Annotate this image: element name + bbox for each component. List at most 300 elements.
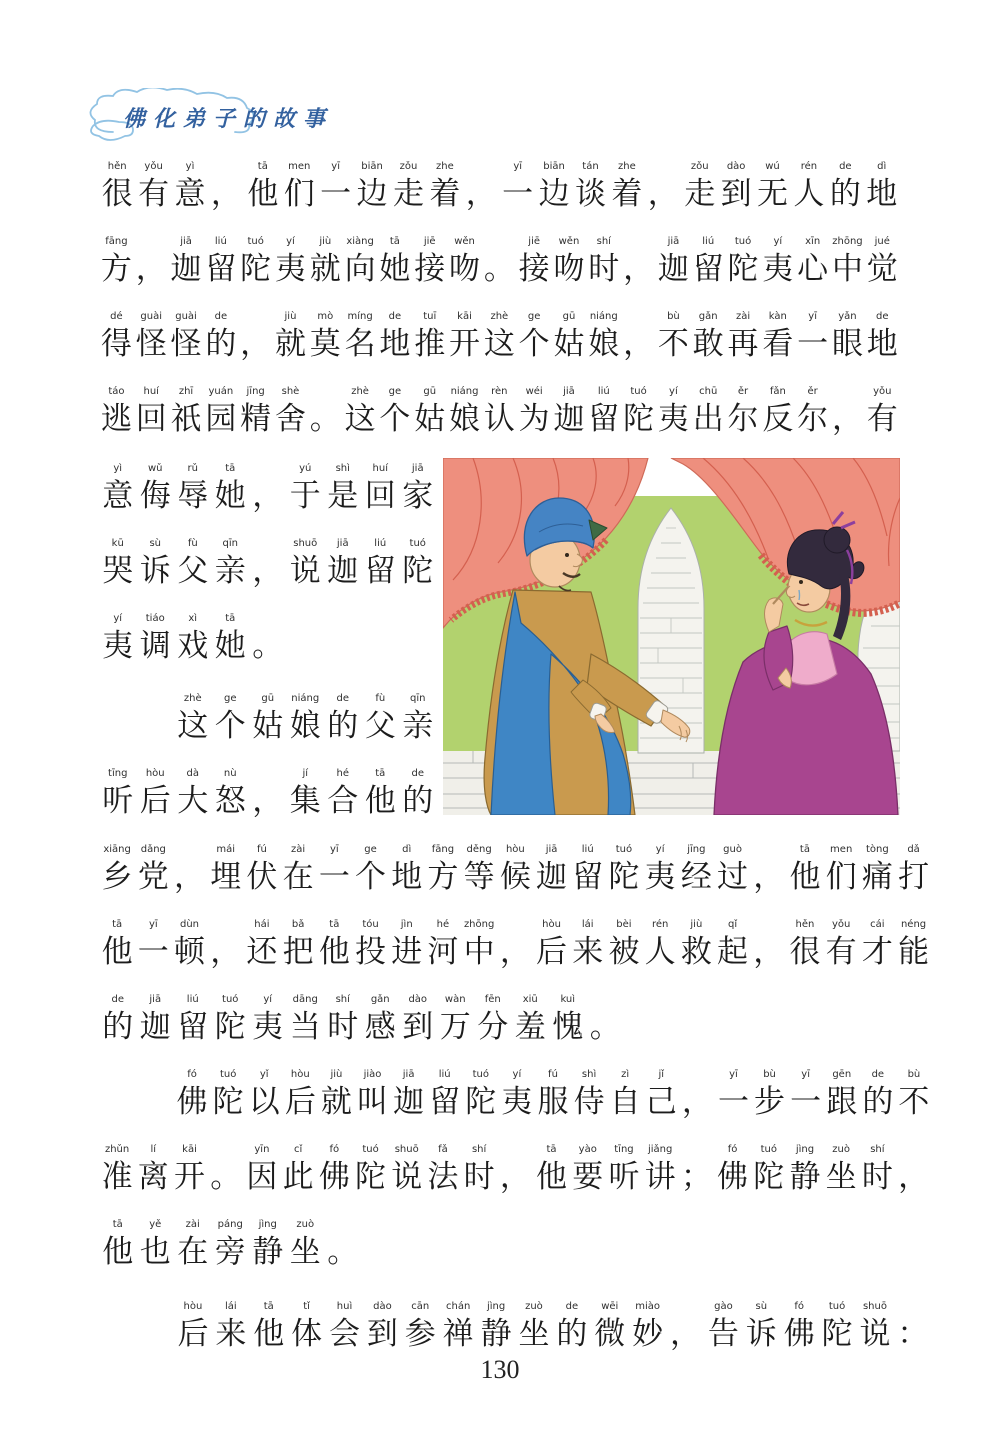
char-cell (244, 918, 280, 971)
char-cell (99, 1218, 137, 1271)
char-cell (752, 1068, 788, 1121)
pinyin-label: lái (224, 1301, 237, 1312)
pinyin-label: de (388, 311, 402, 322)
hanzi-char: 己 (645, 1084, 677, 1119)
hanzi-char: 她 (214, 628, 246, 663)
pinyin-label: yǒu (831, 919, 851, 930)
punctuation-cell (497, 918, 533, 971)
hanzi-char: 他 (247, 176, 279, 211)
hanzi-char: 眼 (831, 326, 863, 361)
hanzi-char: 陀 (623, 401, 655, 436)
pinyin-label: yī (513, 161, 523, 172)
char-cell (517, 235, 552, 288)
hanzi-char: 地 (866, 176, 898, 211)
hanzi-char: ； (680, 1159, 712, 1194)
char-cell (823, 1143, 859, 1196)
char-cell (437, 993, 475, 1046)
hanzi-char: ， (210, 934, 242, 969)
char-cell (137, 993, 175, 1046)
char-cell (533, 843, 569, 896)
hanzi-char: 步 (754, 1084, 786, 1119)
hanzi-char: ， (623, 326, 655, 361)
hanzi-char: 被 (608, 934, 640, 969)
pinyin-label: tuó (219, 1069, 237, 1080)
pinyin-label: dào (408, 994, 428, 1005)
pinyin-label: dé (110, 311, 123, 322)
hanzi-char: 后 (536, 934, 568, 969)
hanzi-char: ， (753, 859, 785, 894)
hanzi-char: 陀 (355, 1159, 387, 1194)
char-cell (795, 385, 830, 438)
hanzi-char: 夷 (657, 401, 689, 436)
char-cell (714, 843, 750, 896)
pinyin-label: hòu (290, 1069, 310, 1080)
hanzi-char: 着 (611, 176, 643, 211)
hanzi-char: ， (831, 401, 863, 436)
text-line-6 (99, 537, 437, 590)
char-cell (447, 310, 482, 363)
char-cell (99, 462, 137, 515)
pinyin-label: jiǎng (647, 1144, 673, 1155)
char-cell (691, 385, 726, 438)
char-cell (99, 160, 135, 213)
char-cell (552, 310, 587, 363)
pinyin-label: tuó (247, 236, 264, 247)
char-cell (859, 918, 895, 971)
chapter-title: 佛化弟子的故事 (123, 106, 334, 131)
hanzi-char: 亲 (402, 708, 434, 743)
char-cell (135, 843, 171, 896)
hanzi-char: 接 (414, 251, 446, 286)
hanzi-char: 一 (502, 176, 534, 211)
char-cell (642, 918, 678, 971)
pinyin-label: jīng (687, 844, 706, 855)
char-cell (606, 918, 642, 971)
text-line-3 (99, 310, 900, 363)
pinyin-label: bù (667, 311, 680, 322)
pinyin-label: de (565, 1301, 579, 1312)
hanzi-char: 乡 (101, 859, 133, 894)
pinyin-label: mái (216, 844, 236, 855)
hanzi-char: 体 (291, 1316, 323, 1351)
pinyin-label: zuò (296, 1219, 315, 1230)
char-cell (208, 843, 244, 896)
hanzi-char: 不 (898, 1084, 930, 1119)
pinyin-label: nù (223, 768, 237, 779)
pinyin-label: yǒu (873, 386, 892, 397)
hanzi-char: 陀 (240, 251, 272, 286)
punctuation-cell (679, 1068, 715, 1121)
char-cell (499, 1068, 535, 1121)
hanzi-char: 愧 (552, 1009, 584, 1044)
char-cell (860, 1068, 896, 1121)
pinyin-label: ge (224, 693, 237, 704)
pinyin-label: de (214, 311, 228, 322)
pinyin-label: kàn (768, 311, 787, 322)
char-cell (287, 993, 325, 1046)
pinyin-label: dì (402, 844, 412, 855)
char-cell (99, 612, 137, 665)
text-line-1 (99, 160, 900, 213)
pinyin-label: shuō (862, 1301, 887, 1312)
pinyin-label: jiào (363, 1069, 382, 1080)
char-cell (352, 843, 388, 896)
hanzi-char: ， (753, 934, 785, 969)
hanzi-char: 认 (483, 401, 515, 436)
pinyin-label: fǎn (769, 386, 786, 397)
hanzi-char: 辱 (177, 478, 209, 513)
pinyin-label: wǔ (147, 463, 163, 474)
char-cell (824, 1068, 860, 1121)
hanzi-char: 她 (379, 251, 411, 286)
pinyin-label: tā (112, 1219, 123, 1230)
char-cell (172, 160, 208, 213)
char-cell (389, 918, 425, 971)
char-cell (895, 918, 931, 971)
hanzi-char: 推 (414, 326, 446, 361)
pinyin-label: wěn (558, 236, 580, 247)
hanzi-char: 意 (174, 176, 206, 211)
char-cell (99, 993, 137, 1046)
char-cell (212, 993, 250, 1046)
pinyin-label: rén (800, 161, 818, 172)
char-cell (212, 767, 250, 820)
char-cell (169, 385, 204, 438)
hanzi-char: 很 (789, 934, 821, 969)
pinyin-label: niáng (589, 311, 618, 322)
char-cell (318, 1068, 354, 1121)
hanzi-char: 陀 (608, 859, 640, 894)
char-cell (571, 1068, 607, 1121)
pinyin-label: zhe (435, 161, 454, 172)
pinyin-label: hòu (183, 1301, 203, 1312)
pinyin-label: yú (299, 463, 312, 474)
pinyin-label: tuó (734, 236, 752, 247)
hanzi-char: 因 (246, 1159, 278, 1194)
hanzi-char: 告 (707, 1316, 739, 1351)
hanzi-char: 陀 (727, 251, 759, 286)
hanzi-char: 静 (789, 1159, 821, 1194)
hanzi-char: 。 (252, 628, 284, 663)
char-cell (171, 1143, 207, 1196)
char-cell (856, 1300, 894, 1353)
hanzi-char: 能 (898, 934, 930, 969)
hanzi-char: 意 (102, 478, 134, 513)
punctuation-cell (238, 310, 273, 363)
pinyin-label: men (288, 161, 311, 172)
char-cell (362, 462, 400, 515)
woman-eye (799, 580, 803, 584)
pinyin-label: fēn (484, 994, 501, 1005)
hanzi-char: 说 (391, 1159, 423, 1194)
hanzi-char: ， (670, 1316, 702, 1351)
pinyin-label: jué (874, 236, 890, 247)
pinyin-label: wéi (525, 386, 543, 397)
hanzi-char: 。 (309, 401, 341, 436)
pinyin-label: fó (794, 1301, 805, 1312)
pinyin-label: néng (900, 919, 927, 930)
hanzi-char: 时 (327, 1009, 359, 1044)
hanzi-char: 党 (137, 859, 169, 894)
char-cell (726, 385, 761, 438)
pinyin-label: hé (436, 919, 450, 930)
char-cell (787, 918, 823, 971)
pinyin-label: huì (336, 1301, 353, 1312)
pinyin-label: yě (149, 1219, 162, 1230)
char-cell (427, 1068, 463, 1121)
pinyin-label: yì (113, 463, 123, 474)
punctuation-cell (894, 1300, 932, 1353)
char-cell (378, 385, 413, 438)
hanzi-char: 的 (556, 1316, 588, 1351)
pinyin-label: cān (411, 1301, 430, 1312)
pinyin-label: dà (186, 768, 199, 779)
char-cell (389, 843, 425, 896)
hanzi-char: 祇 (170, 401, 202, 436)
text-line-11 (99, 918, 932, 971)
char-cell (326, 1300, 364, 1353)
char-cell (137, 767, 175, 820)
hanzi-char: ， (135, 251, 167, 286)
pinyin-label: shí (870, 1144, 885, 1155)
hanzi-char: ， (499, 934, 531, 969)
hanzi-char: 。 (483, 251, 515, 286)
pinyin-label: fó (187, 1069, 197, 1080)
punctuation-cell (463, 160, 499, 213)
hanzi-char: 向 (344, 251, 376, 286)
pinyin-label: wěn (454, 236, 475, 247)
hanzi-char: 的 (829, 176, 861, 211)
char-cell (210, 1068, 246, 1121)
char-cell (678, 843, 714, 896)
hanzi-char: 地 (866, 326, 898, 361)
pinyin-label: lí (150, 1144, 157, 1155)
char-cell (553, 1300, 591, 1353)
char-cell (135, 1143, 171, 1196)
pinyin-label: gū (423, 386, 437, 397)
pinyin-label: fù (187, 538, 198, 549)
char-cell (378, 235, 413, 288)
pinyin-label: guài (175, 311, 197, 322)
char-cell (324, 462, 362, 515)
pinyin-label: hěn (795, 919, 815, 930)
pinyin-label: tā (225, 463, 236, 474)
text-line-16 (174, 1300, 932, 1353)
hanzi-char: 姑 (252, 708, 284, 743)
hanzi-char: 后 (177, 1316, 209, 1351)
char-cell (591, 1300, 629, 1353)
pinyin-label: dǎ (907, 844, 920, 855)
hanzi-char: 静 (480, 1316, 512, 1351)
hanzi-char: 自 (609, 1084, 641, 1119)
pinyin-label: lái (581, 919, 594, 930)
char-cell (570, 843, 606, 896)
hanzi-char: 禅 (442, 1316, 474, 1351)
hanzi-char: 叫 (357, 1084, 389, 1119)
hanzi-char: 佛 (717, 1159, 749, 1194)
pinyin-label: yí (655, 844, 665, 855)
hanzi-char: 心 (797, 251, 829, 286)
char-cell (607, 1068, 643, 1121)
char-cell (343, 385, 378, 438)
char-cell (552, 385, 587, 438)
char-cell (787, 843, 823, 896)
char-cell (691, 235, 726, 288)
char-cell (99, 1143, 135, 1196)
hanzi-char: 陀 (402, 553, 434, 588)
hanzi-char: ， (174, 859, 205, 894)
punctuation-cell (751, 843, 787, 896)
pinyin-label: rén (651, 919, 669, 930)
text-line-2 (99, 235, 900, 288)
hanzi-char: 一 (797, 326, 829, 361)
hanzi-char: 过 (717, 859, 749, 894)
char-cell (250, 1300, 288, 1353)
pinyin-label: jiē (423, 236, 436, 247)
hanzi-char: ， (623, 251, 655, 286)
pinyin-label: tā (329, 919, 340, 930)
char-cell (629, 1300, 667, 1353)
hanzi-char: 个 (355, 859, 387, 894)
char-cell (399, 537, 437, 590)
pinyin-label: fǎ (438, 1144, 448, 1155)
char-cell (447, 385, 482, 438)
pinyin-label: fú (256, 844, 267, 855)
pinyin-label: sù (149, 538, 162, 549)
pinyin-label: fāng (431, 844, 455, 855)
pinyin-label: gēn (832, 1069, 852, 1080)
hanzi-char: 他 (536, 1159, 568, 1194)
char-cell (474, 993, 512, 1046)
pinyin-label: jìng (795, 1144, 815, 1155)
hanzi-char: 佛 (176, 1084, 208, 1119)
pinyin-label: yīn (254, 1144, 270, 1155)
punctuation-cell (621, 235, 656, 288)
pinyin-label: rǔ (187, 463, 198, 474)
hanzi-char: 准 (101, 1159, 133, 1194)
pinyin-label: gǎn (698, 311, 718, 322)
char-cell (280, 843, 316, 896)
pinyin-label: yào (578, 1144, 597, 1155)
char-cell (354, 1068, 390, 1121)
char-cell (533, 1143, 569, 1196)
char-cell (343, 310, 378, 363)
pinyin-label: liú (438, 1069, 451, 1080)
pinyin-label: kāi (457, 311, 472, 322)
char-cell (425, 1143, 461, 1196)
hanzi-char: 陀 (214, 1009, 246, 1044)
hanzi-char: 羞 (514, 1009, 546, 1044)
hanzi-char: 不 (657, 326, 689, 361)
hanzi-char: 投 (355, 934, 387, 969)
char-cell (536, 160, 572, 213)
pinyin-label: niáng (291, 693, 320, 704)
text-line-7 (99, 612, 287, 665)
pinyin-label: rèn (491, 386, 508, 397)
char-cell (586, 385, 621, 438)
char-cell (212, 537, 250, 590)
hanzi-char: 离 (137, 1159, 169, 1194)
hanzi-char: 怪 (170, 326, 202, 361)
pinyin-label: bèi (616, 919, 632, 930)
char-cell (586, 310, 621, 363)
pinyin-label: jiā (180, 236, 192, 247)
char-cell (497, 843, 533, 896)
pinyin-label: zhè (490, 311, 509, 322)
pinyin-label: ge (364, 844, 377, 855)
pinyin-label: guài (140, 311, 163, 322)
hanzi-char: 静 (252, 1234, 284, 1269)
char-cell (390, 160, 426, 213)
hanzi-char: 园 (205, 401, 237, 436)
hanzi-char: 候 (499, 859, 531, 894)
char-cell (174, 537, 212, 590)
char-cell (656, 235, 691, 288)
pinyin-label: mò (317, 311, 334, 322)
char-cell (533, 918, 569, 971)
hanzi-char: 方 (427, 859, 459, 894)
hanzi-char: 妙 (632, 1316, 664, 1351)
char-cell (714, 918, 750, 971)
pinyin-label: de (876, 311, 889, 322)
man-eye (565, 553, 569, 557)
char-cell (287, 1218, 325, 1271)
pinyin-label: jǐ (658, 1069, 665, 1080)
hanzi-char: ， (252, 783, 284, 818)
pinyin-label: tuó (362, 1144, 379, 1155)
pinyin-label: jiē (528, 236, 541, 247)
hanzi-char: 还 (246, 934, 278, 969)
pinyin-label: yǐ (259, 1069, 269, 1080)
char-cell (354, 160, 390, 213)
pinyin-label: liú (374, 538, 387, 549)
hanzi-char: 回 (364, 478, 396, 513)
char-cell (742, 1300, 780, 1353)
char-cell (280, 1143, 316, 1196)
pinyin-label: shí (471, 1144, 487, 1155)
hanzi-char: 也 (139, 1234, 171, 1269)
hanzi-char: 得 (100, 326, 132, 361)
hanzi-char: 反 (762, 401, 794, 436)
char-cell (174, 767, 212, 820)
hanzi-char: 她 (214, 478, 246, 513)
pinyin-label: shuō (394, 1144, 419, 1155)
hanzi-char: 很 (101, 176, 133, 211)
hanzi-char: 陀 (212, 1084, 244, 1119)
hanzi-char: 人 (644, 934, 676, 969)
hanzi-char: ， (499, 1159, 531, 1194)
char-cell (427, 160, 463, 213)
hanzi-char: ， (465, 176, 497, 211)
hanzi-char: 就 (320, 1084, 352, 1119)
hanzi-char: ， (898, 1159, 930, 1194)
char-cell (412, 235, 447, 288)
hanzi-char: 有 (825, 934, 857, 969)
pinyin-label: jìng (486, 1301, 506, 1312)
text-line-10 (99, 843, 932, 896)
pinyin-label: dùn (179, 919, 200, 930)
pinyin-label: zǒu (399, 161, 418, 172)
hanzi-char: 迦 (553, 401, 585, 436)
pinyin-label: shì (581, 1069, 597, 1080)
pinyin-label: chán (446, 1301, 471, 1312)
pinyin-label: zhè (351, 386, 369, 397)
hanzi-char: 后 (284, 1084, 316, 1119)
hanzi-char: 有 (866, 401, 898, 436)
char-cell (572, 160, 608, 213)
hanzi-char: 诉 (139, 553, 171, 588)
pinyin-label: dì (877, 161, 887, 172)
